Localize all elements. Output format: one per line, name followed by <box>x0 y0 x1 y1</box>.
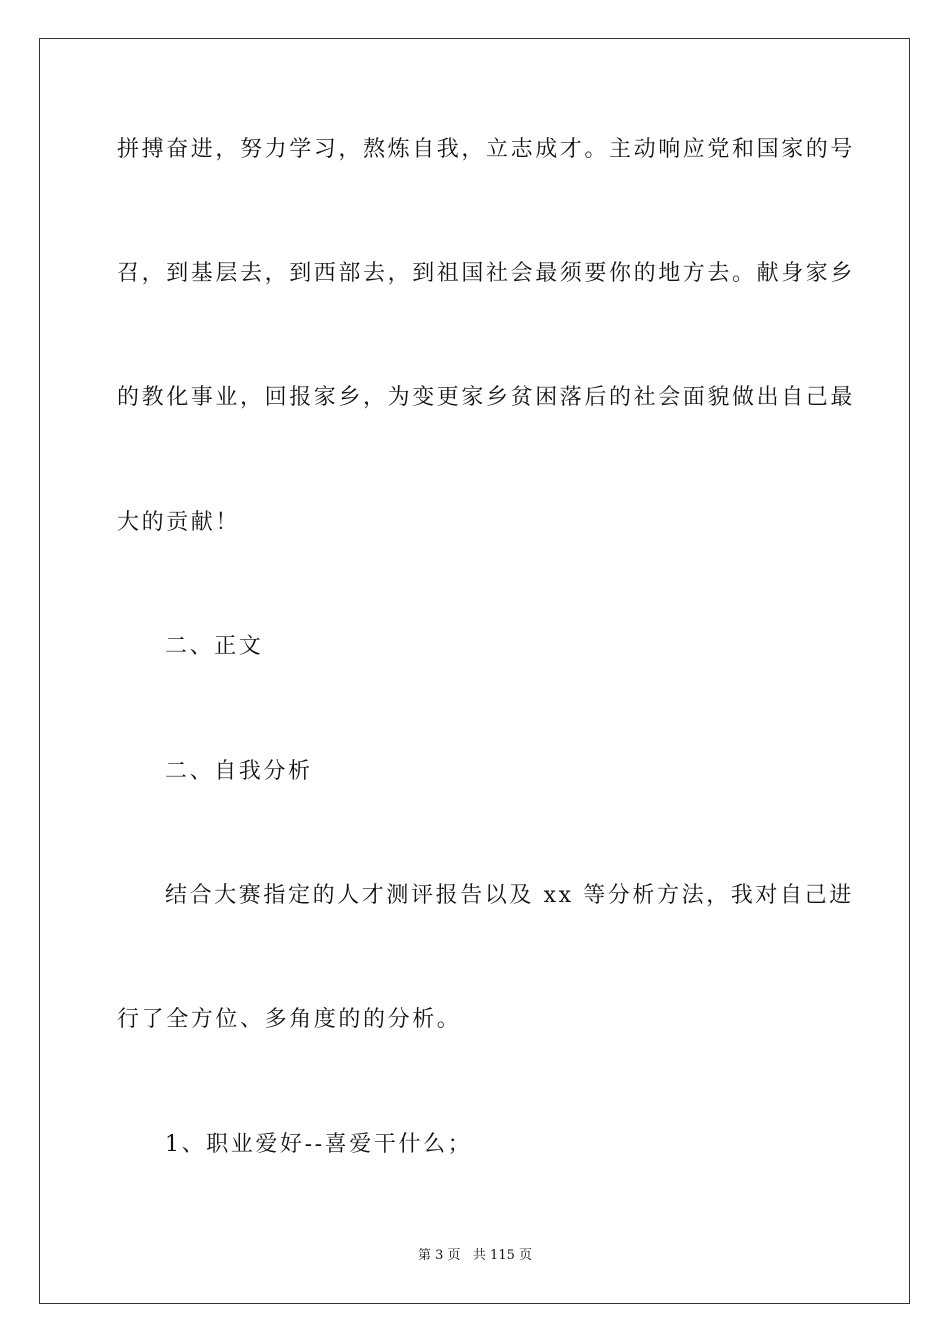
paragraph-line: 拼搏奋进，努力学习，熬炼自我，立志成才。主动响应党和国家的号 <box>117 137 856 162</box>
page-border <box>39 38 910 1304</box>
paragraph-line: 结合大赛指定的人才测评报告以及 xx 等分析方法，我对自己进 <box>165 883 854 908</box>
paragraph-line: 行了全方位、多角度的的分析。 <box>117 1007 462 1032</box>
section-heading: 二、自我分析 <box>165 759 313 784</box>
section-heading: 二、正文 <box>165 634 264 659</box>
paragraph-line: 大的贡献！ <box>117 510 241 535</box>
paragraph-line: 的教化事业，回报家乡，为变更家乡贫困落后的社会面貌做出自己最 <box>117 385 856 410</box>
page-number-footer: 第 3 页 共 115 页 <box>417 1248 532 1263</box>
paragraph-line: 召，到基层去，到西部去，到祖国社会最须要你的地方去。献身家乡 <box>117 261 856 286</box>
list-item: 1、职业爱好--喜爱干什么； <box>165 1132 473 1157</box>
